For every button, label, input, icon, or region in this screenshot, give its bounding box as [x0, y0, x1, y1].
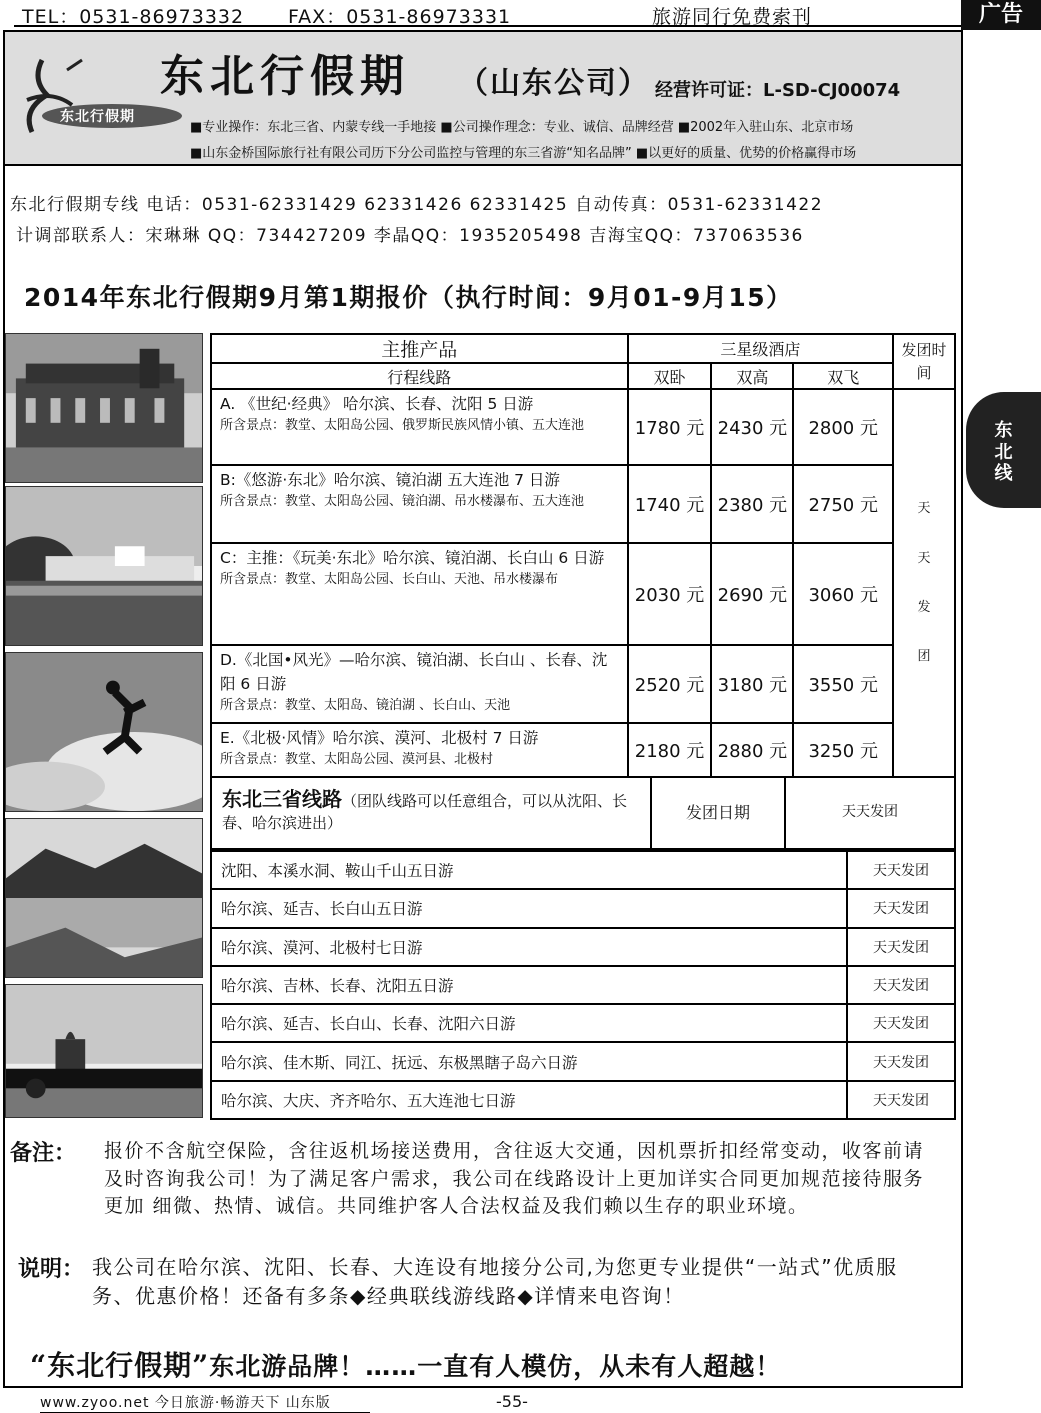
price-shuangwo: 2180 元 — [628, 723, 712, 777]
slogan-text: 东北游品牌！……一直有人模仿，从未有人超越！ — [209, 1352, 782, 1381]
top-rule — [14, 25, 1027, 27]
hotel-header: 三星级酒店 — [628, 334, 894, 363]
section-title-cell — [212, 777, 652, 848]
three-provinces-section — [210, 777, 956, 850]
table-row — [211, 1004, 955, 1042]
side-tab-label: 东北线 — [994, 420, 1013, 485]
logo-text: 东北行假期 — [60, 109, 135, 125]
departure-time-header: 发团时间 — [893, 334, 955, 389]
brand-name: 东北行假期 — [160, 51, 410, 102]
product-name: A. 《世纪·经典》 哈尔滨、长春、沈阳 5 日游 — [220, 395, 534, 413]
route-name: 沈阳、本溪水洞、鞍山千山五日游 — [211, 851, 847, 889]
license-number: 经营许可证：L-SD-CJ00074 — [655, 80, 901, 101]
photo-train-square — [5, 984, 203, 1118]
col-shuangwo: 双卧 — [628, 363, 712, 389]
footer-site: www.zyoo.net 今日旅游·畅游天下 山东版 — [40, 1395, 331, 1411]
top-bar — [0, 0, 1041, 28]
photo-heaven-lake — [5, 818, 203, 978]
price-shuangwo: 2520 元 — [628, 645, 712, 723]
product-name: B:《悠游·东北》哈尔滨、镜泊湖 五大连池 7 日游 — [220, 471, 560, 489]
photo-church — [5, 333, 203, 483]
route-departure: 天天发团 — [847, 1004, 955, 1042]
route-departure: 天天发团 — [847, 1081, 955, 1119]
price-shuanggao: 2690 元 — [711, 543, 793, 645]
header-info-line-2: ■山东金桥国际旅行社有限公司历下分公司监控与管理的东三省游“知名品牌” ■以更好的质量、优势的价格赢得市场 — [190, 146, 857, 161]
main-products-header: 主推产品 — [211, 334, 628, 363]
price-shuanggao: 2880 元 — [711, 723, 793, 777]
route-departure: 天天发团 — [847, 1042, 955, 1080]
product-cell — [211, 543, 628, 645]
product-spots: 所含景点：教堂、太阳岛公园、漠河县、北极村 — [220, 752, 494, 768]
notes-label: 备注： — [10, 1141, 77, 1166]
route-name: 哈尔滨、延吉、长白山五日游 — [211, 889, 847, 927]
contact-phone-line: 东北行假期专线 电话：0531-62331429 62331426 62331425 自动传真：0531-62331422 — [10, 195, 824, 215]
tel-number: TEL：0531-86973332 — [22, 6, 245, 28]
table-row — [211, 1042, 955, 1080]
route-header: 行程线路 — [211, 363, 628, 389]
photo-lake-village — [5, 486, 203, 646]
route-departure: 天天发团 — [847, 889, 955, 927]
table-row — [211, 851, 955, 889]
departure-cell — [893, 389, 955, 777]
price-table — [210, 333, 956, 778]
departure-text: 天天发团 — [917, 501, 931, 665]
section-title: 东北三省线路 — [222, 787, 342, 811]
routes-table — [210, 850, 956, 1120]
contact-qq-line: 计调部联系人：宋琳琳 QQ：734427209 李晶QQ：1935205498 吉海宝QQ：737063536 — [16, 226, 804, 246]
explanation-label: 说明： — [18, 1257, 85, 1282]
product-name: E.《北极·风情》哈尔滨、漠河、北极村 7 日游 — [220, 729, 539, 747]
section-note: （团队线路可以任意组合，可以从沈阳、长春、哈尔滨进出） — [222, 792, 628, 832]
price-shuangfei: 2750 元 — [793, 465, 893, 543]
product-cell — [211, 465, 628, 543]
table-row — [211, 543, 955, 645]
explanation-text: 我公司在哈尔滨、沈阳、长春、大连设有地接分公司,为您更专业提供“一站式”优质服务、优惠价格！还备有多条◆经典联线游线路◆详情来电咨询！ — [92, 1255, 898, 1308]
col-shuanggao: 双高 — [711, 363, 793, 389]
product-name: C：主推：《玩美·东北》哈尔滨、镜泊湖、长白山 6 日游 — [220, 549, 605, 567]
page-number: -55- — [496, 1392, 528, 1411]
departure-date-label: 发团日期 — [652, 777, 786, 848]
table-row — [211, 928, 955, 966]
page-title: 2014年东北行假期9月第1期报价（执行时间：9月01-9月15） — [24, 283, 793, 312]
product-cell — [211, 645, 628, 723]
table-row — [211, 1081, 955, 1119]
photo-jumping-person — [5, 652, 203, 812]
route-departure: 天天发团 — [847, 966, 955, 1004]
price-shuanggao: 3180 元 — [711, 645, 793, 723]
table-row — [211, 465, 955, 543]
product-spots: 所含景点：教堂、太阳岛公园、镜泊湖、吊水楼瀑布、五大连池 — [220, 494, 585, 510]
table-row — [211, 723, 955, 777]
product-cell — [211, 389, 628, 465]
route-departure: 天天发团 — [847, 928, 955, 966]
route-departure: 天天发团 — [847, 851, 955, 889]
slogan — [30, 1344, 781, 1384]
product-spots: 所含景点：教堂、太阳岛公园、长白山、天池、吊水楼瀑布 — [220, 572, 559, 588]
table-row — [211, 389, 955, 465]
footer — [40, 1392, 331, 1412]
slogan-brand: “东北行假期” — [30, 1349, 210, 1382]
price-shuangfei: 2800 元 — [793, 389, 893, 465]
price-shuangfei: 3060 元 — [793, 543, 893, 645]
ad-tag: 广告 — [961, 0, 1041, 30]
route-name: 哈尔滨、延吉、长白山、长春、沈阳六日游 — [211, 1004, 847, 1042]
route-name: 哈尔滨、吉林、长春、沈阳五日游 — [211, 966, 847, 1004]
route-name: 哈尔滨、佳木斯、同江、抚远、东极黑瞎子岛六日游 — [211, 1042, 847, 1080]
route-name: 哈尔滨、大庆、齐齐哈尔、五大连池七日游 — [211, 1081, 847, 1119]
brand-subtitle: （山东公司） — [458, 66, 650, 101]
route-name: 哈尔滨、漠河、北极村七日游 — [211, 928, 847, 966]
col-shuangfei: 双飞 — [793, 363, 893, 389]
price-shuangfei: 3250 元 — [793, 723, 893, 777]
table-row — [211, 645, 955, 723]
price-shuangwo: 1780 元 — [628, 389, 712, 465]
departure-date-value: 天天发团 — [842, 804, 898, 820]
product-spots: 所含景点：教堂、太阳岛公园、俄罗斯民族风情小镇、五大连池 — [220, 418, 585, 434]
side-tab — [966, 392, 1041, 508]
notes-text: 报价不含航空保险，含往返机场接送费用，含往返大交通，因机票折扣经常变动，收客前请及时咨询我公司！为了满足客户需求，我公司在线路设计上更加详实合同更加规范接待服务更加 细微、热情、诚信。共同维护客人合法权益及我们赖以生存的职业环境。 — [104, 1140, 925, 1218]
price-shuangfei: 3550 元 — [793, 645, 893, 723]
product-name: D.《北国•风光》—哈尔滨、镜泊湖、长白山 、长春、沈阳 6 日游 — [220, 651, 608, 694]
fax-number: FAX：0531-86973331 — [288, 6, 512, 28]
price-shuangwo: 1740 元 — [628, 465, 712, 543]
product-cell — [211, 723, 628, 777]
product-spots: 所含景点：教堂、太阳岛、镜泊湖 、长白山、天池 — [220, 698, 511, 714]
price-shuanggao: 2380 元 — [711, 465, 793, 543]
table-row — [211, 889, 955, 927]
price-shuanggao: 2430 元 — [711, 389, 793, 465]
table-row — [211, 966, 955, 1004]
header-info-line-1: ■专业操作：东北三省、内蒙专线一手地接 ■公司操作理念：专业、诚信、品牌经营 ■2002年入驻山东、北京市场 — [190, 120, 854, 135]
index-label: 旅游同行免费索刊 — [652, 6, 813, 28]
price-shuangwo: 2030 元 — [628, 543, 712, 645]
brand-logo — [12, 40, 182, 140]
